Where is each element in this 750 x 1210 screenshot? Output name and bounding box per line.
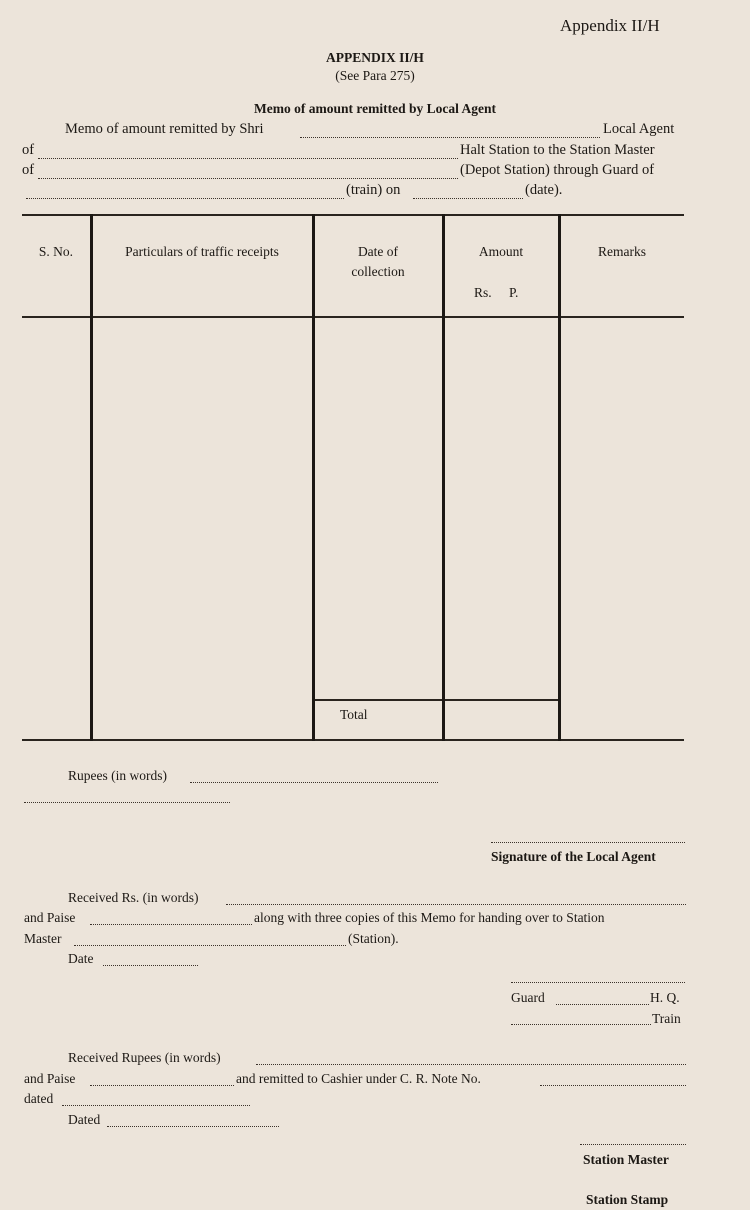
cr-note-field[interactable] — [540, 1085, 686, 1086]
guard-signature-field[interactable] — [511, 982, 685, 983]
guard-train-label: Train — [652, 1011, 681, 1026]
header-rs: Rs. — [474, 285, 492, 300]
header-p: P. — [509, 285, 519, 300]
intro-line2-end: Halt Station to the Station Master — [460, 142, 655, 158]
intro-line3-end: (Depot Station) through Guard of — [460, 162, 655, 178]
guard-date-field[interactable] — [103, 965, 198, 966]
guard-name-field[interactable] — [556, 1004, 649, 1005]
sm-received-label: Received Rupees (in words) — [68, 1050, 221, 1065]
intro-line4-end: (date). — [525, 182, 563, 198]
sm-dated-field[interactable] — [62, 1105, 250, 1106]
sm-paise-field[interactable] — [90, 1085, 234, 1086]
guard-received-field[interactable] — [226, 904, 686, 905]
station-stamp-label: Station Stamp — [586, 1192, 669, 1207]
guard-label: Guard — [511, 990, 545, 1005]
guard-paise-field[interactable] — [90, 924, 252, 925]
sm-received-field[interactable] — [256, 1064, 686, 1065]
intro-line2-start: of — [22, 142, 35, 158]
sm-paise-start: and Paise — [24, 1071, 76, 1086]
table-top-rule — [22, 214, 684, 216]
intro-line1-start: Memo of amount remitted by Shri — [65, 121, 264, 137]
page-subtitle: (See Para 275) — [335, 68, 415, 83]
header-date-line2: collection — [351, 264, 405, 279]
table-header-rule — [22, 316, 684, 318]
guard-received-label: Received Rs. (in words) — [68, 890, 199, 905]
depot-station-field[interactable] — [38, 178, 458, 179]
memo-title: Memo of amount remitted by Local Agent — [254, 101, 496, 116]
guard-master-start: Master — [24, 931, 62, 946]
agent-signature-field[interactable] — [491, 842, 685, 843]
sm-dated-start: dated — [24, 1091, 54, 1106]
halt-station-field[interactable] — [38, 158, 458, 159]
header-particulars: Particulars of traffic receipts — [125, 244, 279, 259]
train-date-field[interactable] — [413, 198, 523, 199]
col-divider-3 — [442, 214, 445, 741]
station-master-label: Station Master — [583, 1152, 669, 1167]
guard-date-label: Date — [68, 951, 94, 966]
guard-hq-label: H. Q. — [650, 990, 680, 1005]
shri-name-field[interactable] — [300, 137, 600, 138]
train-field[interactable] — [26, 198, 344, 199]
rupees-words-field[interactable] — [190, 782, 438, 783]
guard-paise-start: and Paise — [24, 910, 76, 925]
rupees-words-label: Rupees (in words) — [68, 768, 167, 783]
col-divider-4 — [558, 214, 561, 741]
header-sno: S. No. — [38, 244, 74, 259]
sm-dated-label: Dated — [68, 1112, 101, 1127]
page-title: APPENDIX II/H — [326, 50, 424, 65]
guard-paise-mid: along with three copies of this Memo for handing over to Station — [254, 910, 605, 925]
header-amount: Amount — [478, 244, 524, 259]
intro-line1-end: Local Agent — [603, 121, 675, 137]
corner-label: Appendix II/H — [560, 16, 660, 35]
guard-master-station-field[interactable] — [74, 945, 346, 946]
col-divider-1 — [90, 214, 93, 741]
station-master-signature-field[interactable] — [580, 1144, 686, 1145]
col-divider-2 — [312, 214, 315, 741]
rupees-words-field-cont[interactable] — [24, 802, 230, 803]
agent-signature-label: Signature of the Local Agent — [491, 849, 656, 864]
intro-line4-mid: (train) on — [346, 182, 401, 198]
sm-dated-label-field[interactable] — [107, 1126, 279, 1127]
table-total-rule — [313, 699, 561, 701]
table-bottom-rule — [22, 739, 684, 741]
guard-master-end: (Station). — [348, 931, 399, 946]
header-remarks: Remarks — [598, 244, 646, 259]
intro-line3-start: of — [22, 162, 35, 178]
header-date-line1: Date of — [357, 244, 399, 259]
sm-paise-mid: and remitted to Cashier under C. R. Note No. — [236, 1071, 481, 1086]
guard-train-field[interactable] — [511, 1024, 651, 1025]
total-label: Total — [340, 707, 368, 722]
